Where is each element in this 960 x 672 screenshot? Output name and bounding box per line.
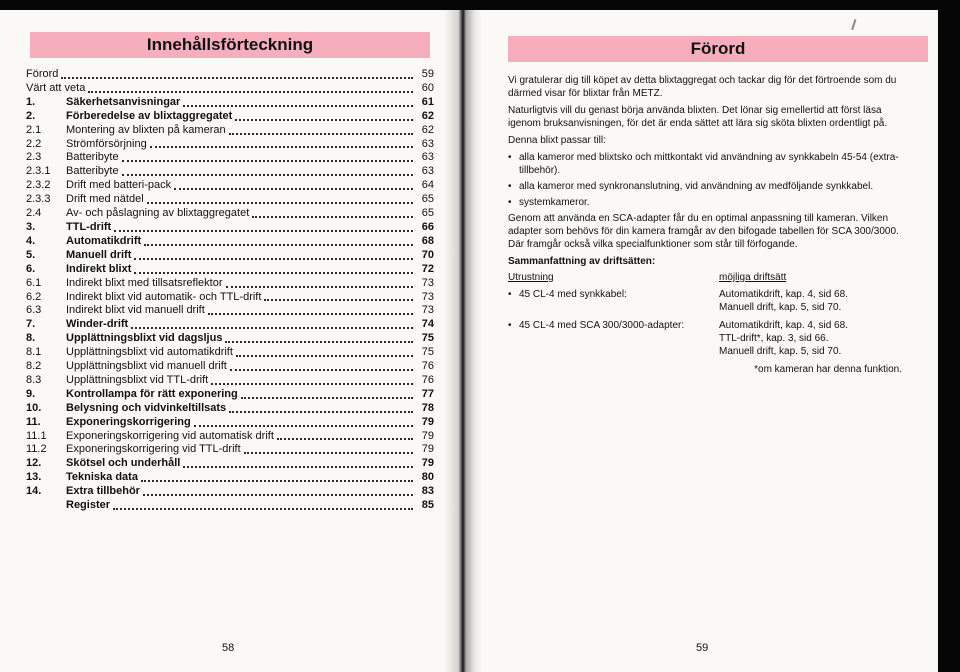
toc-entry-title: Skötsel och underhåll (66, 457, 181, 470)
drift-table-row (508, 288, 910, 314)
toc-entry-title: Indirekt blixt med tillsatsreflektor (66, 276, 223, 289)
table-footnote: *om kameran har denna funktion. (754, 364, 902, 375)
bullet-icon: • (508, 152, 512, 163)
dot-leader (208, 313, 413, 315)
bullet-item (508, 180, 910, 193)
dot-leader (88, 91, 413, 93)
toc-entry (26, 430, 434, 444)
toc-entry-title: Winder-drift (66, 318, 129, 331)
toc-entry-title: Säkerhetsanvisningar (66, 95, 181, 108)
right-page (474, 10, 936, 672)
toc-entry (26, 207, 434, 221)
toc-entry-number: 8. (26, 332, 36, 345)
toc-entry-title: Manuell drift (66, 248, 132, 261)
toc-entry-title: Av- och påslagning av blixtaggregatet (66, 207, 250, 220)
toc-entry-page: 78 (421, 401, 434, 414)
dot-leader (211, 383, 413, 385)
toc-entry-title: Exponeringskorrigering vid automatisk drift (66, 429, 274, 442)
toc-entry-page: 74 (421, 318, 434, 331)
toc-entry-page: 73 (421, 276, 434, 289)
toc-entry-page: 64 (421, 179, 434, 192)
bullet-text: systemkameror. (519, 197, 590, 208)
toc-entry-page: 65 (421, 207, 434, 220)
toc-entry (26, 165, 434, 179)
dot-leader (229, 133, 413, 135)
toc-entry-page: 63 (421, 137, 434, 150)
drift-table-header (508, 271, 910, 284)
toc-entry (26, 485, 434, 499)
toc-entry-title: Värt att veta (26, 81, 86, 94)
dot-leader (244, 452, 413, 454)
toc-entry-page: 73 (421, 304, 434, 317)
toc-entry-title: Exponeringskorrigering vid TTL-drift (66, 443, 241, 456)
toc-entry-page: 75 (421, 346, 434, 359)
toc-entry-title: Batteribyte (66, 165, 119, 178)
dot-leader (236, 355, 413, 357)
toc-entry-title: Förberedelse av blixtaggregatet (66, 109, 233, 122)
toc-entry-number: 8.1 (26, 346, 42, 359)
toc-entry (26, 332, 434, 346)
dot-leader (183, 105, 413, 107)
toc-entry-title: Upplättningsblixt vid automatikdrift (66, 346, 233, 359)
dot-leader (225, 341, 413, 343)
toc-entry-title: Batteribyte (66, 151, 119, 164)
toc-entry-page: 79 (421, 457, 434, 470)
toc-entry-page: 79 (421, 415, 434, 428)
dot-leader (235, 119, 413, 121)
toc-entry-title: TTL-drift (66, 220, 112, 233)
dot-leader (122, 174, 413, 176)
toc-entry-number: 14. (26, 485, 42, 498)
paragraph: Genom att använda en SCA-adapter får du en optimal anpassning till kameran. Vilken adapter som behövs för din kamera framgår av den bifogade tabellen för SCA 300/3000. Där framgår också vilka specialfunktioner som står till förfogande. (508, 213, 899, 250)
toc-entry-number: 11.1 (26, 429, 47, 442)
dot-leader (131, 327, 413, 329)
foreword-page-title: Förord (690, 39, 746, 58)
dot-leader (241, 397, 413, 399)
paragraph: Vi gratulerar dig till köpet av detta blixtaggregat och tackar dig för det förtroende som du därmed visar för blixtar från METZ. (508, 75, 897, 99)
toc-entry-page: 68 (421, 234, 434, 247)
toc-entry-page: 79 (421, 429, 434, 442)
toc-entry-number: 3. (26, 220, 36, 233)
toc-entry-title: Montering av blixten på kameran (66, 123, 226, 136)
dot-leader (277, 438, 413, 440)
toc-entry-page: 63 (421, 151, 434, 164)
toc-entry-title: Belysning och vidvinkeltillsats (66, 401, 227, 414)
toc-entry-title: Indirekt blixt vid manuell drift (66, 304, 205, 317)
drift-table-rows (508, 288, 910, 358)
toc-entry (26, 179, 434, 193)
toc-entry (26, 235, 434, 249)
toc-entry (26, 416, 434, 430)
toc-entry (26, 68, 434, 82)
toc-entry-number: 8.3 (26, 373, 42, 386)
toc-entry-page: 63 (421, 165, 434, 178)
toc-entry-number: 6.3 (26, 304, 42, 317)
toc-entry-number: 2.4 (26, 207, 42, 220)
toc-entry (26, 471, 434, 485)
toc-entry-page: 65 (421, 193, 434, 206)
dot-leader (114, 230, 413, 232)
foreword-body (508, 74, 910, 268)
mode-line: Manuell drift, kap. 5, sid 70. (719, 302, 842, 313)
toc-entry (26, 124, 434, 138)
bullet-icon: • (508, 197, 512, 208)
toc-entry-number: 2. (26, 109, 36, 122)
toc-entry-page: 79 (421, 443, 434, 456)
toc-list (26, 68, 434, 513)
left-page-number: 58 (222, 642, 235, 654)
dot-leader (226, 286, 414, 288)
toc-entry-page: 73 (421, 290, 434, 303)
dot-leader (147, 202, 413, 204)
bullet-icon: • (508, 289, 512, 300)
toc-title-bar (30, 32, 430, 58)
toc-entry (26, 193, 434, 207)
mode-line: TTL-drift*, kap. 3, sid 66. (719, 333, 829, 344)
toc-entry-title: Extra tillbehör (66, 485, 140, 498)
scan-edge-right (938, 0, 960, 672)
toc-entry-number: 13. (26, 471, 42, 484)
toc-entry (26, 151, 434, 165)
toc-entry-number: 2.1 (26, 123, 42, 136)
equipment-text: 45 CL-4 med synkkabel: (519, 289, 627, 300)
toc-entry-page: 80 (421, 471, 434, 484)
scan-edge-top (0, 0, 960, 10)
right-page-number: 59 (696, 642, 709, 654)
foreword-title-bar (508, 36, 928, 62)
toc-entry (26, 318, 434, 332)
toc-entry-number: 11.2 (26, 443, 47, 456)
toc-entry (26, 304, 434, 318)
toc-entry-page: 60 (421, 81, 434, 94)
equipment-column-header-cell (508, 271, 719, 284)
toc-entry (26, 277, 434, 291)
toc-entry-page: 62 (421, 109, 434, 122)
toc-entry-title: Upplättningsblixt vid TTL-drift (66, 373, 209, 386)
toc-entry-title: Kontrollampa för rätt exponering (66, 387, 238, 400)
bullet-text: alla kameror med synkronanslutning, vid användning av medföljande synkkabel. (519, 181, 874, 192)
toc-entry-page: 77 (421, 387, 434, 400)
toc-entry-number: 2.3.3 (26, 193, 51, 206)
toc-entry-number: 4. (26, 234, 36, 247)
equipment-column-header: Utrustning (508, 272, 554, 283)
dot-leader (143, 494, 413, 496)
toc-entry-number: 2.2 (26, 137, 42, 150)
toc-entry-number: 10. (26, 401, 42, 414)
modes-column-header: möjliga driftsätt (719, 272, 787, 283)
dot-leader (122, 160, 413, 162)
toc-entry-title: Indirekt blixt vid automatik- och TTL-drift (66, 290, 262, 303)
toc-entry-page: 85 (421, 499, 434, 512)
toc-entry-page: 83 (421, 485, 434, 498)
toc-entry (26, 110, 434, 124)
mode-line: Automatikdrift, kap. 4, sid 68. (719, 289, 848, 300)
section-heading: Sammanfattning av driftsätten: (508, 256, 656, 267)
toc-entry (26, 360, 434, 374)
left-page (0, 10, 452, 672)
toc-entry (26, 138, 434, 152)
dot-leader (229, 411, 413, 413)
toc-entry-title: Register (66, 499, 111, 512)
modes-column-header-cell (719, 271, 910, 284)
toc-entry-title: Drift med nätdel (66, 193, 144, 206)
dot-leader (144, 244, 413, 246)
toc-entry-number: 7. (26, 318, 36, 331)
dot-leader (61, 77, 413, 79)
toc-entry-title: Strömförsörjning (66, 137, 147, 150)
toc-entry (26, 374, 434, 388)
dot-leader (230, 369, 413, 371)
toc-entry-number: 2.3.2 (26, 179, 51, 192)
paragraph: Naturligtvis vill du genast börja använda blixten. Det lönar sig emellertid att först läsa igenom bruksanvisningen, för det är enda sättet att lära sig sköta blixten ordentligt på. (508, 105, 888, 129)
dot-leader (150, 146, 413, 148)
toc-entry (26, 457, 434, 471)
toc-entry-number: 5. (26, 248, 36, 261)
page-gutter (444, 10, 482, 672)
toc-entry-number: 11. (26, 415, 41, 428)
toc-entry (26, 221, 434, 235)
toc-entry-page: 76 (421, 360, 434, 373)
paragraph: Denna blixt passar till: (508, 135, 606, 146)
equipment-text: 45 CL-4 med SCA 300/3000-adapter: (519, 320, 685, 331)
dot-leader (252, 216, 413, 218)
toc-entry (26, 443, 434, 457)
toc-entry (26, 291, 434, 305)
toc-page-title: Innehållsförteckning (146, 35, 314, 54)
dot-leader (113, 508, 413, 510)
bullet-text: alla kameror med blixtsko och mittkontakt vid användning av synkkabeln 45-54 (extra-tillbehör). (519, 152, 899, 176)
toc-entry-page: 61 (421, 95, 434, 108)
toc-entry-number: 2.3.1 (26, 165, 51, 178)
drift-summary-table (508, 271, 910, 376)
toc-entry (26, 96, 434, 110)
bullet-item (508, 151, 910, 177)
dot-leader (134, 258, 413, 260)
mode-line: Manuell drift, kap. 5, sid 70. (719, 346, 842, 357)
toc-entry-page: 66 (421, 220, 434, 233)
bullet-icon: • (508, 320, 512, 331)
modes-cell (719, 319, 910, 358)
toc-entry-title: Upplättningsblixt vid manuell drift (66, 360, 227, 373)
toc-entry (26, 82, 434, 96)
toc-entry (26, 402, 434, 416)
toc-entry-page: 62 (421, 123, 434, 136)
toc-entry-page: 70 (421, 248, 434, 261)
dot-leader (183, 466, 413, 468)
toc-entry (26, 263, 434, 277)
toc-entry-title: Förord (26, 68, 59, 80)
toc-entry-title: Upplättningsblixt vid dagsljus (66, 332, 223, 345)
toc-entry-page: 76 (421, 373, 434, 386)
dot-leader (141, 480, 413, 482)
dot-leader (264, 299, 413, 301)
toc-entry-title: Drift med batteri-pack (66, 179, 172, 192)
toc-entry-number: 9. (26, 387, 36, 400)
toc-entry-number: 1. (26, 95, 36, 108)
toc-entry-number: 6.2 (26, 290, 42, 303)
bullet-icon: • (508, 181, 512, 192)
toc-entry-title: Exponeringskorrigering (66, 415, 191, 428)
toc-entry (26, 388, 434, 402)
modes-cell (719, 288, 910, 314)
toc-entry-page: 75 (421, 332, 434, 345)
toc-entry-number: 8.2 (26, 360, 42, 373)
toc-entry-title: Tekniska data (66, 471, 138, 484)
bullet-item (508, 196, 910, 209)
dot-leader (174, 188, 413, 190)
toc-entry-number: 6. (26, 262, 36, 275)
toc-entry (26, 346, 434, 360)
drift-table-row (508, 319, 910, 358)
toc-entry-title: Indirekt blixt (66, 262, 132, 275)
toc-entry-title: Automatikdrift (66, 234, 142, 247)
toc-entry-number: 12. (26, 457, 42, 470)
toc-entry-number: 6.1 (26, 276, 42, 289)
dot-leader (134, 272, 413, 274)
mode-line: Automatikdrift, kap. 4, sid 68. (719, 320, 848, 331)
equipment-cell (508, 288, 719, 314)
toc-entry-page: 72 (421, 262, 434, 275)
equipment-cell (508, 319, 719, 358)
toc-entry (26, 249, 434, 263)
dot-leader (194, 425, 413, 427)
toc-entry (26, 499, 434, 513)
toc-entry-number: 2.3 (26, 151, 42, 164)
toc-entry-page: 59 (421, 68, 434, 80)
